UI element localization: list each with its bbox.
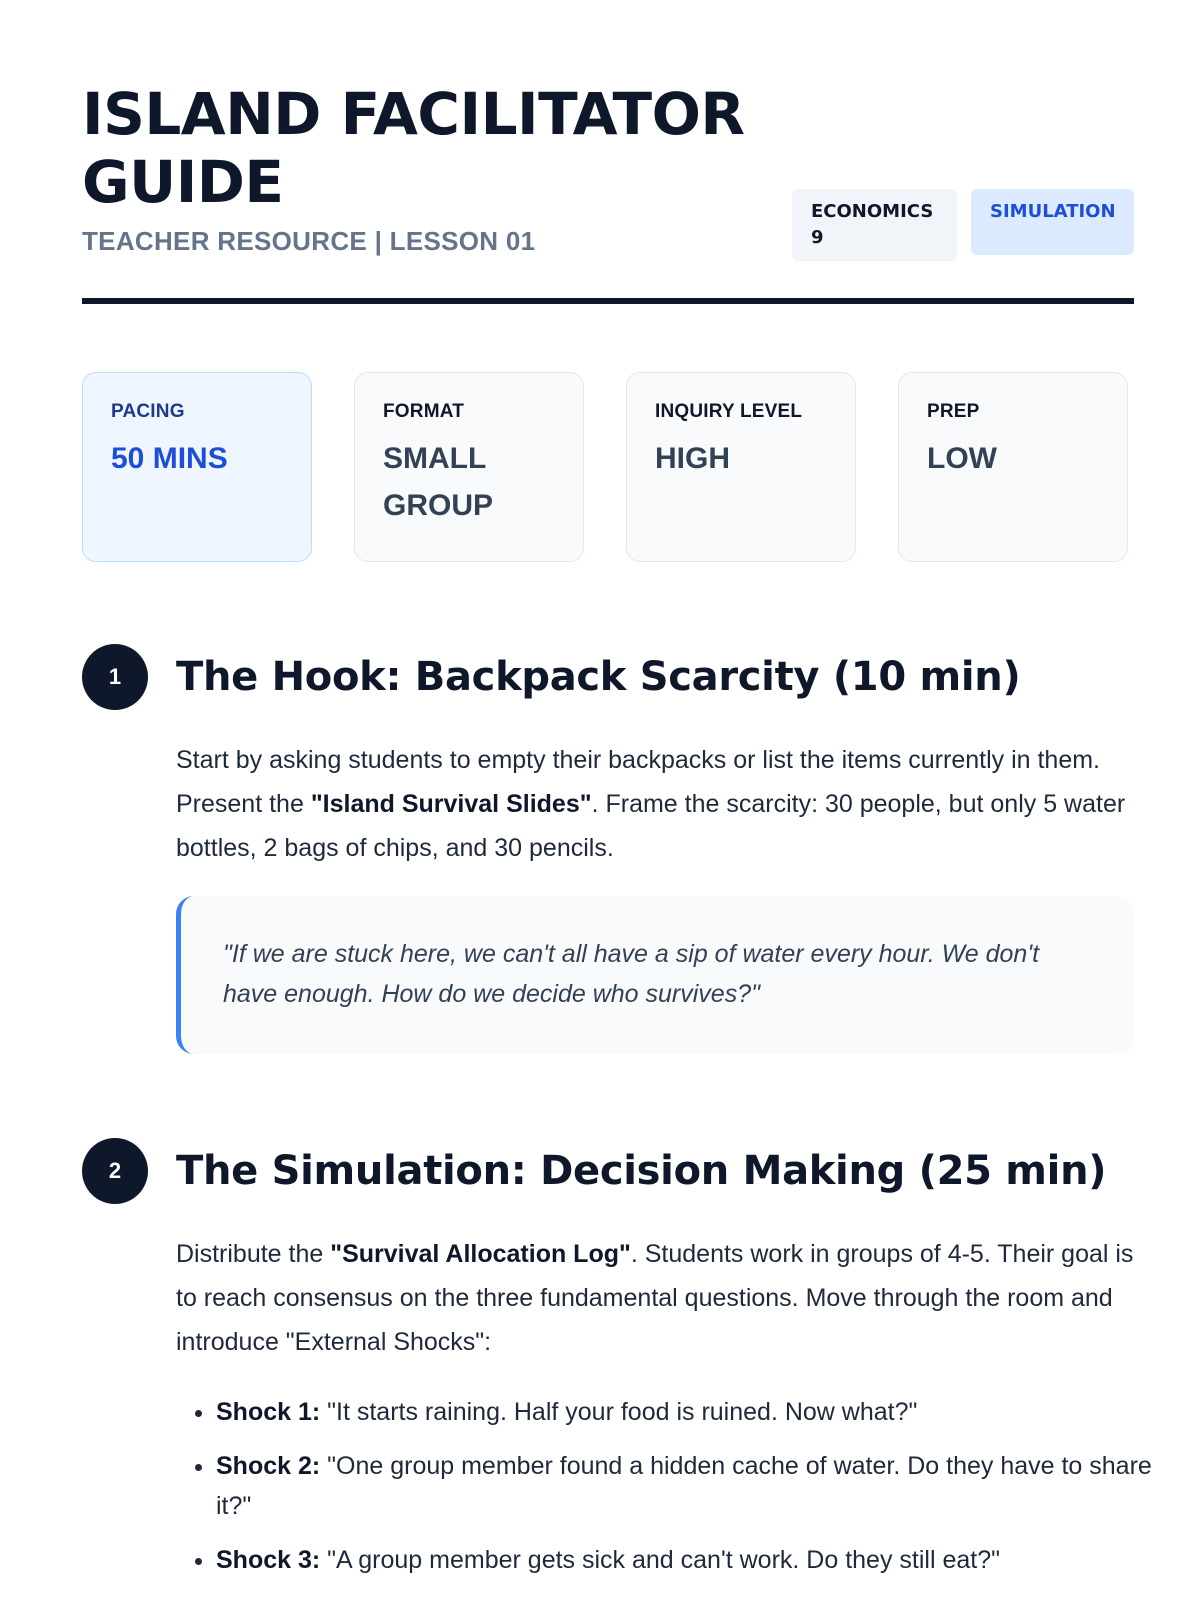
paragraph-text: . Frame the scarcity: 30 people, but only 5 water bottles, 2 bags of chips, and 30 pencils.	[176, 790, 1126, 862]
page-header	[82, 80, 1134, 257]
log-reference: "Survival Allocation Log"	[330, 1240, 631, 1268]
stat-card-prep	[898, 372, 1128, 562]
stat-card-inquiry-level	[626, 372, 856, 562]
stat-card-label: INQUIRY LEVEL	[655, 401, 803, 422]
stat-card-value: LOW	[927, 442, 997, 475]
tag-list	[792, 189, 1134, 261]
stat-card-pacing	[82, 372, 312, 562]
shock-label: Shock 2:	[216, 1452, 321, 1480]
list-item	[216, 1540, 1176, 1580]
shock-text: "A group member gets sick and can't work. Do they still eat?"	[320, 1546, 1000, 1574]
shock-label: Shock 1:	[216, 1398, 321, 1426]
stat-card-label: PACING	[111, 401, 185, 422]
page-title: ISLAND FACILITATOR GUIDE	[82, 80, 745, 216]
section-2-paragraph	[176, 1232, 1136, 1364]
stat-card-value: 50 MINS	[111, 442, 228, 475]
facilitator-quote: "If we are stuck here, we can't all have a sip of water every hour. We don't have enough. How do we decide who survives?"	[176, 896, 1134, 1054]
page-subtitle: TEACHER RESOURCE | LESSON 01	[82, 226, 536, 256]
stat-card-label: PREP	[927, 401, 980, 422]
shock-text: "One group member found a hidden cache of water. Do they have to share it?"	[216, 1452, 1152, 1520]
stat-card-format	[354, 372, 584, 562]
stat-card-label: FORMAT	[383, 401, 465, 422]
section-title: The Simulation: Decision Making (25 min)	[176, 1148, 1107, 1194]
list-item	[216, 1446, 1176, 1526]
header-divider	[82, 298, 1134, 304]
step-number-badge: 1	[82, 644, 148, 710]
stat-card-value: HIGH	[655, 442, 730, 475]
paragraph-text: Distribute the	[176, 1240, 331, 1268]
paragraph-text: Start by asking students to empty their backpacks or list the items currently in them. Present the	[176, 746, 1100, 818]
external-shocks-list	[176, 1392, 1176, 1594]
paragraph-text: . Students work in groups of 4-5. Their goal is to reach consensus on the three fundamental questions. Move through the room and introduce "External Shocks":	[176, 1240, 1134, 1356]
stat-cards	[82, 372, 1128, 562]
list-item	[216, 1392, 1176, 1432]
section-1-paragraph	[176, 738, 1136, 870]
slides-reference: "Island Survival Slides"	[310, 790, 592, 818]
step-number-badge: 2	[82, 1138, 148, 1204]
tag-economics: ECONOMICS 9	[792, 189, 957, 261]
section-title: The Hook: Backpack Scarcity (10 min)	[176, 654, 1021, 700]
tag-simulation: SIMULATION	[971, 189, 1134, 255]
shock-text: "It starts raining. Half your food is ruined. Now what?"	[320, 1398, 918, 1426]
shock-label: Shock 3:	[216, 1546, 321, 1574]
stat-card-value: SMALL GROUP	[383, 442, 494, 522]
